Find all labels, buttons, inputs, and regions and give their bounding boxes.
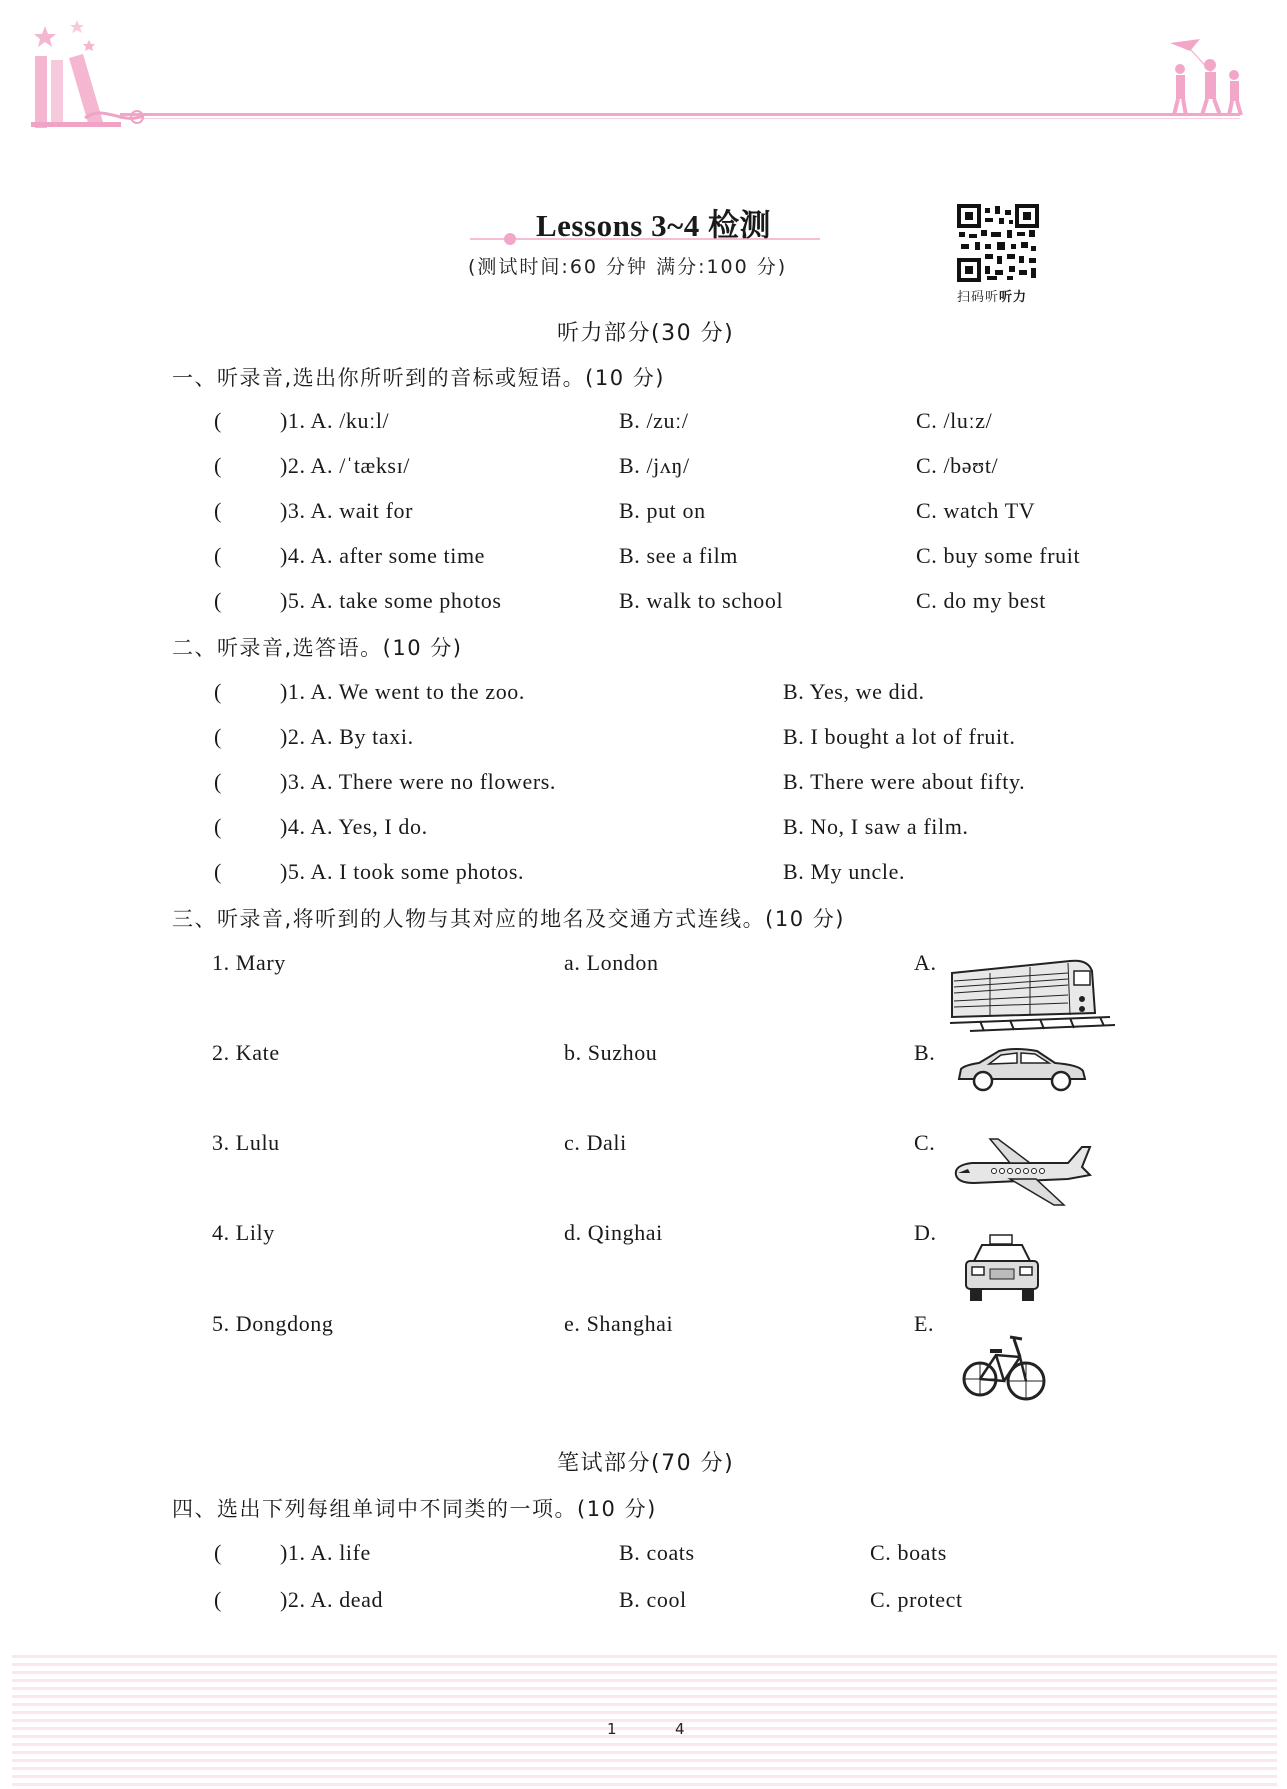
page-number-right: 4: [675, 1720, 685, 1738]
writing-section-title: 笔试部分(70 分): [557, 1451, 735, 1476]
q2-option-a: )3. A. There were no flowers.: [280, 769, 557, 794]
q1-option-b: B. /jʌŋ/: [619, 453, 690, 478]
header-rule: [120, 113, 1240, 116]
q1-option-c: C. watch TV: [916, 498, 1036, 523]
answer-blank[interactable]: (: [214, 453, 222, 478]
person-item[interactable]: 4. Lily: [212, 1220, 275, 1245]
header-rule-thin: [120, 118, 1240, 119]
q4-option-b: B. coats: [619, 1540, 695, 1565]
place-item[interactable]: e. Shanghai: [564, 1311, 674, 1336]
q1-option-a: )1. A. /kuːl/: [280, 408, 390, 433]
q3-heading: 三、听录音,将听到的人物与其对应的地名及交通方式连线。(10 分): [172, 907, 845, 931]
person-item[interactable]: 5. Dongdong: [212, 1311, 334, 1336]
transport-letter: D.: [914, 1220, 937, 1245]
q1-option-c: C. buy some fruit: [916, 543, 1081, 568]
q2-heading: 二、听录音,选答语。(10 分): [172, 636, 463, 660]
q4-option-b: B. cool: [619, 1587, 687, 1612]
q4-option-a: )1. A. life: [280, 1540, 371, 1565]
answer-blank[interactable]: (: [214, 679, 222, 704]
place-item[interactable]: a. London: [564, 950, 659, 975]
answer-blank[interactable]: (: [214, 588, 222, 613]
transport-letter: B.: [914, 1040, 936, 1065]
q1-option-b: B. walk to school: [619, 588, 784, 613]
qr-caption-bold: 听力: [999, 290, 1028, 305]
answer-blank[interactable]: (: [214, 769, 222, 794]
transport-letter: C.: [914, 1130, 936, 1155]
listening-section-title: 听力部分(30 分): [557, 321, 735, 346]
answer-blank[interactable]: (: [214, 498, 222, 523]
kids-kite-decoration-icon: [1160, 35, 1250, 117]
page-title: Lessons 3~4 检测: [536, 208, 771, 243]
title-underline: [470, 232, 820, 246]
answer-blank[interactable]: (: [214, 1587, 222, 1612]
q2-option-b: B. My uncle.: [783, 859, 906, 884]
q1-option-b: B. see a film: [619, 543, 738, 568]
q1-heading: 一、听录音,选出你所听到的音标或短语。(10 分): [172, 366, 665, 390]
answer-blank[interactable]: (: [214, 814, 222, 839]
q2-option-b: B. Yes, we did.: [783, 679, 925, 704]
q2-option-a: )2. A. By taxi.: [280, 724, 414, 749]
q2-option-b: B. There were about fifty.: [783, 769, 1026, 794]
page-number-left: 1: [607, 1720, 617, 1738]
qr-code-icon[interactable]: [957, 204, 1039, 282]
q4-option-a: )2. A. dead: [280, 1587, 384, 1612]
person-item[interactable]: 1. Mary: [212, 950, 286, 975]
bicycle-icon[interactable]: [958, 1325, 1048, 1405]
place-item[interactable]: c. Dali: [564, 1130, 627, 1155]
place-item[interactable]: b. Suzhou: [564, 1040, 658, 1065]
q4-heading: 四、选出下列每组单词中不同类的一项。(10 分): [172, 1497, 657, 1521]
q1-option-b: B. put on: [619, 498, 706, 523]
person-item[interactable]: 2. Kate: [212, 1040, 280, 1065]
qr-caption: 扫码听听力: [957, 290, 1028, 305]
person-item[interactable]: 3. Lulu: [212, 1130, 280, 1155]
q1-option-a: )3. A. wait for: [280, 498, 414, 523]
q2-option-b: B. I bought a lot of fruit.: [783, 724, 1016, 749]
q2-option-a: )4. A. Yes, I do.: [280, 814, 428, 839]
q4-option-c: C. boats: [870, 1540, 947, 1565]
q1-option-a: )5. A. take some photos: [280, 588, 502, 613]
footer-band: [12, 1655, 1277, 1789]
transport-letter: E.: [914, 1311, 935, 1336]
q2-option-a: )1. A. We went to the zoo.: [280, 679, 525, 704]
transport-letter: A.: [914, 950, 937, 975]
answer-blank[interactable]: (: [214, 408, 222, 433]
airplane-icon[interactable]: [950, 1135, 1095, 1210]
answer-blank[interactable]: (: [214, 543, 222, 568]
q1-option-a: )4. A. after some time: [280, 543, 486, 568]
q1-option-c: C. do my best: [916, 588, 1047, 613]
q1-option-c: C. /luːz/: [916, 408, 993, 433]
q2-option-a: )5. A. I took some photos.: [280, 859, 525, 884]
place-item[interactable]: d. Qinghai: [564, 1220, 663, 1245]
q2-option-b: B. No, I saw a film.: [783, 814, 969, 839]
q4-option-c: C. protect: [870, 1587, 963, 1612]
test-info-subtitle: (测试时间:60 分钟 满分:100 分): [468, 256, 788, 278]
answer-blank[interactable]: (: [214, 724, 222, 749]
car-icon[interactable]: [955, 1045, 1090, 1095]
books-decoration-icon: [25, 18, 155, 133]
train-icon[interactable]: [950, 955, 1115, 1035]
answer-blank[interactable]: (: [214, 1540, 222, 1565]
q1-option-c: C. /bəʊt/: [916, 453, 999, 478]
q1-option-b: B. /zuː/: [619, 408, 689, 433]
q1-option-a: )2. A. /ˈtæksɪ/: [280, 453, 411, 478]
taxi-icon[interactable]: [962, 1233, 1042, 1305]
answer-blank[interactable]: (: [214, 859, 222, 884]
